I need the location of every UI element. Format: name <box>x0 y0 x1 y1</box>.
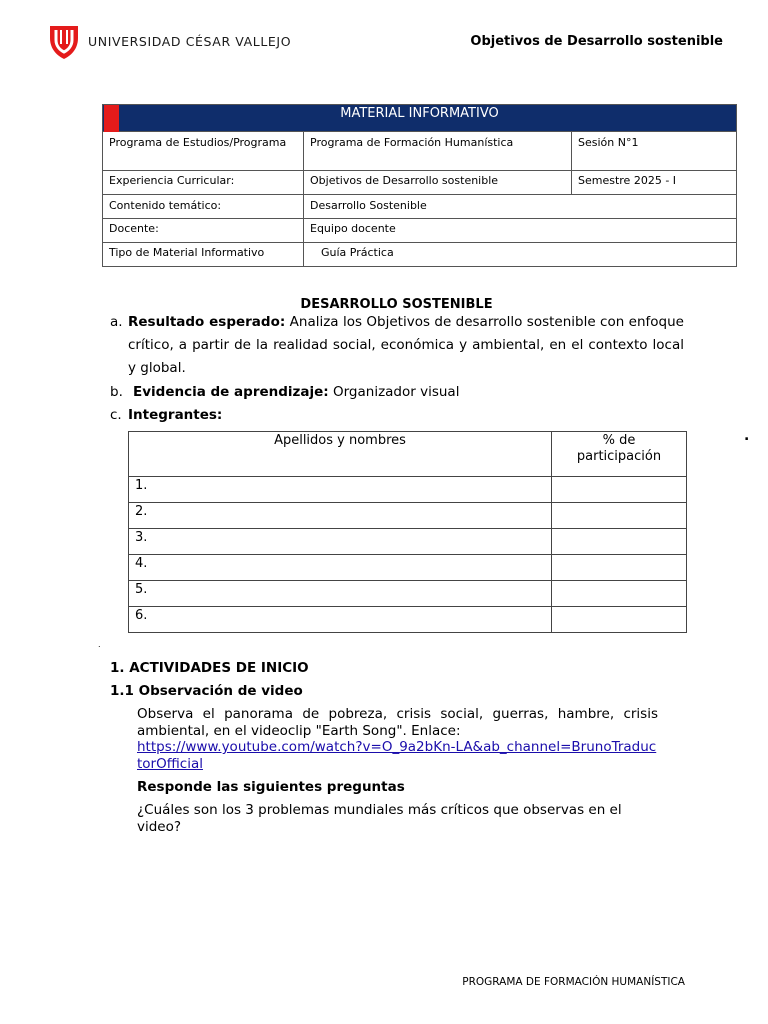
tipo-label: Tipo de Material Informativo <box>103 243 304 267</box>
table-row: 6. <box>129 607 552 633</box>
item-a-marker: a. <box>110 314 123 330</box>
banner <box>103 105 737 132</box>
banner-title: MATERIAL INFORMATIVO <box>340 106 499 121</box>
observacion-paragraph <box>137 706 658 772</box>
pct-cell[interactable] <box>552 581 687 607</box>
experiencia-value: Objetivos de Desarrollo sostenible <box>304 171 572 195</box>
pct-cell[interactable] <box>552 503 687 529</box>
item-b-marker: b. <box>110 384 123 400</box>
question-text: ¿Cuáles son los 3 problemas mundiales más críticos que observas en el video? <box>137 802 622 835</box>
item-integrantes <box>110 404 684 427</box>
observacion-text: Observa el panorama de pobreza, crisis social, guerras, hambre, crisis ambiental, en el videoclip "Earth Song". Enlace: <box>137 706 658 739</box>
youtube-link[interactable]: https://www.youtube.com/watch?v=O_9a2bKn-LA&ab_channel=BrunoTraductorOfficial <box>137 739 657 772</box>
info-table <box>102 104 737 267</box>
integrantes-label: Integrantes: <box>128 407 223 423</box>
contenido-value: Desarrollo Sostenible <box>304 195 737 219</box>
table-row: 3. <box>129 529 552 555</box>
col-pct-header: % de participación <box>552 432 687 477</box>
logo-text: UNIVERSIDAD CÉSAR VALLEJO <box>88 34 292 49</box>
experiencia-label: Experiencia Curricular: <box>103 171 304 195</box>
banner-red-bar <box>104 105 119 132</box>
actividades-heading: 1. ACTIVIDADES DE INICIO <box>110 660 309 676</box>
ucv-shield-icon <box>48 22 80 60</box>
stray-dot-small: . <box>98 640 101 649</box>
resultado-text: Analiza los Objetivos de desarrollo sostenible con enfoque crítico, a partir de la realidad social, económica y ambiental, en el contexto local y global. <box>128 314 684 376</box>
semestre-value: Semestre 2025 - I <box>572 171 737 195</box>
sesion-value: Sesión N°1 <box>572 132 737 171</box>
university-logo <box>48 22 292 60</box>
table-row: 1. <box>129 477 552 503</box>
docente-value: Equipo docente <box>304 219 737 243</box>
programa-label: Programa de Estudios/Programa <box>103 132 304 171</box>
contenido-label: Contenido temático: <box>103 195 304 219</box>
footer-text: PROGRAMA DE FORMACIÓN HUMANÍSTICA <box>462 976 685 988</box>
item-c-marker: c. <box>110 407 122 423</box>
docente-label: Docente: <box>103 219 304 243</box>
pct-cell[interactable] <box>552 607 687 633</box>
responde-heading: Responde las siguientes preguntas <box>137 779 405 795</box>
header-title: Objetivos de Desarrollo sostenible <box>470 34 723 49</box>
programa-value: Programa de Formación Humanística <box>304 132 572 171</box>
table-row: 5. <box>129 581 552 607</box>
item-evidencia <box>110 381 684 404</box>
table-row: 2. <box>129 503 552 529</box>
stray-dot: . <box>744 428 750 444</box>
table-row: 4. <box>129 555 552 581</box>
item-resultado <box>110 311 684 380</box>
tipo-value: Guía Práctica <box>304 243 737 267</box>
participants-table <box>128 431 687 633</box>
pct-cell[interactable] <box>552 555 687 581</box>
evidencia-text: Organizador visual <box>332 384 460 400</box>
col-names-header: Apellidos y nombres <box>129 432 552 477</box>
observacion-subheading: 1.1 Observación de video <box>110 683 303 699</box>
pct-cell[interactable] <box>552 529 687 555</box>
resultado-label: Resultado esperado: <box>128 314 286 330</box>
pct-cell[interactable] <box>552 477 687 503</box>
evidencia-label: Evidencia de aprendizaje: <box>133 384 329 400</box>
section-title: DESARROLLO SOSTENIBLE <box>300 297 493 312</box>
